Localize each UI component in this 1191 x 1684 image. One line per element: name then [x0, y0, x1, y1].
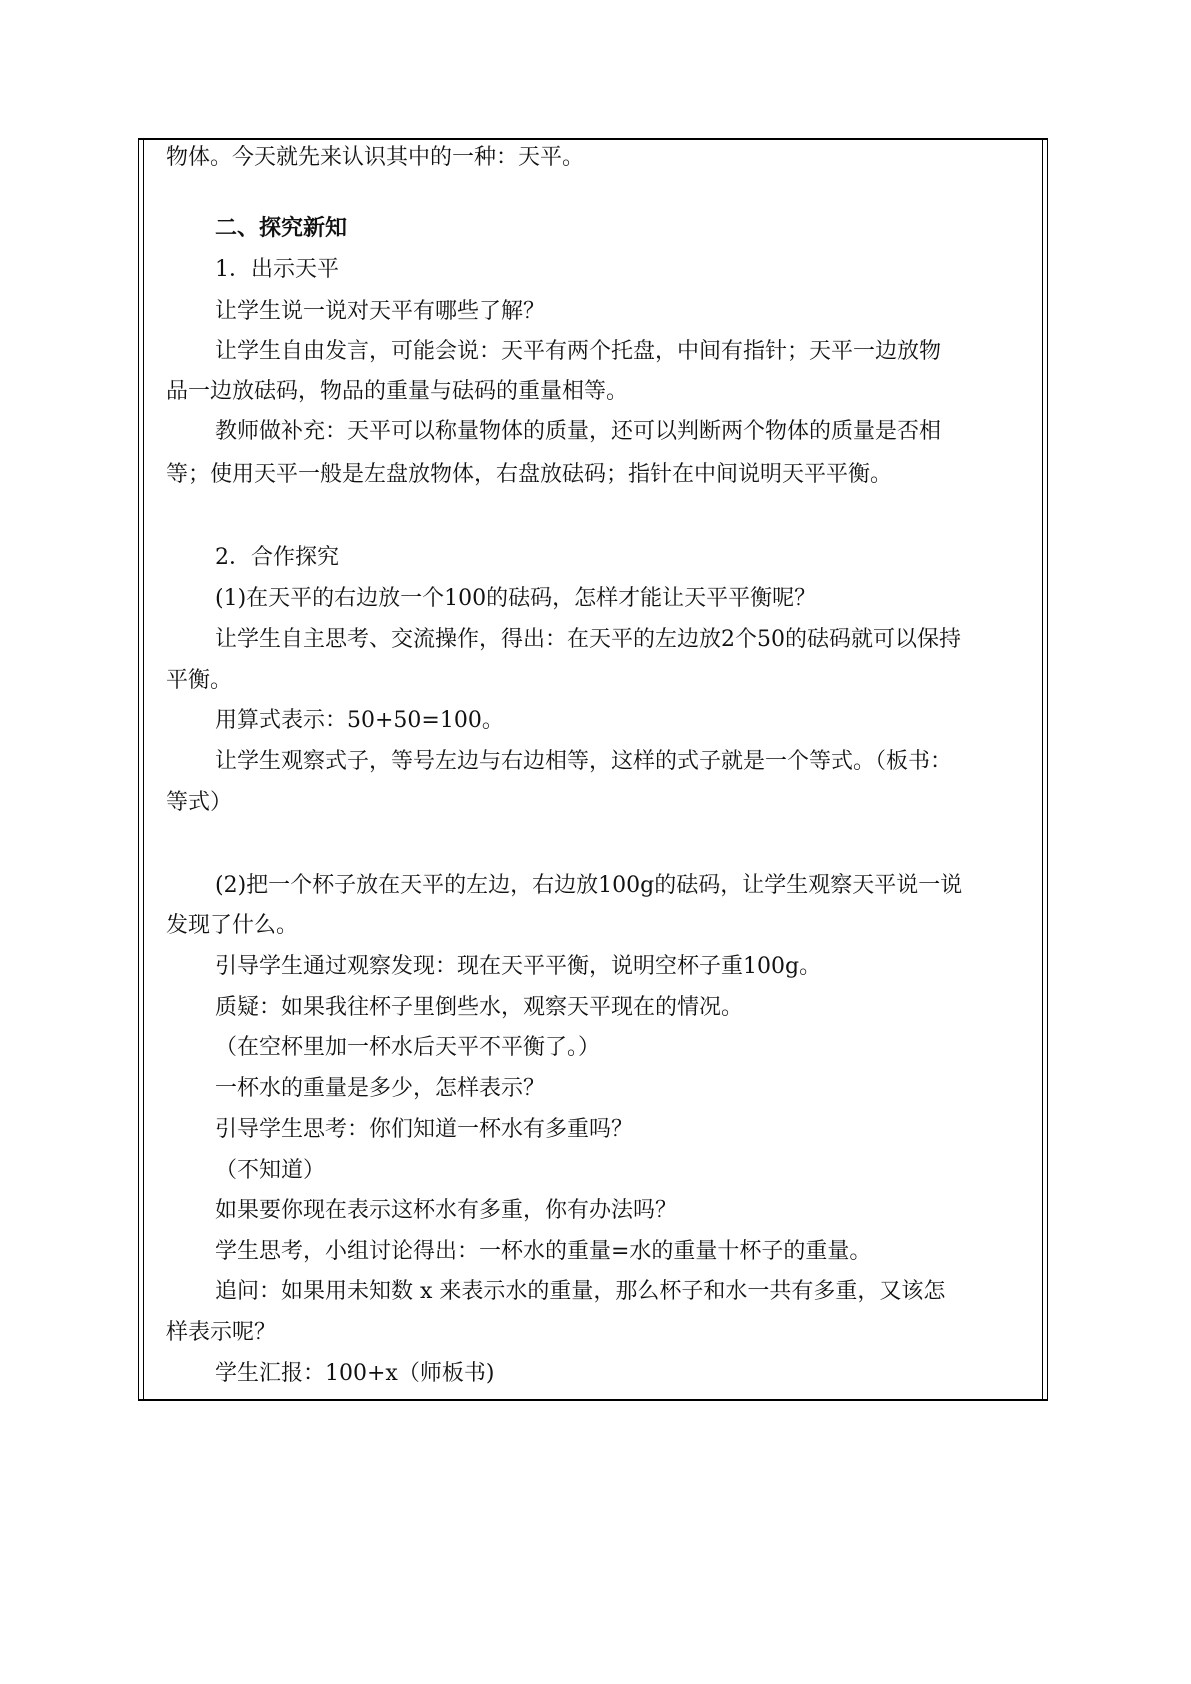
- text-line: 让学生说一说对天平有哪些了解？: [215, 299, 546, 324]
- text-line: 品一边放砝码，物品的重量与砝码的重量相等。: [166, 379, 629, 404]
- text-line: 让学生观察式子，等号左边与右边相等，这样的式子就是一个等式。（板书：: [215, 749, 953, 774]
- text-line: 如果要你现在表示这杯水有多重，你有办法吗？: [215, 1198, 678, 1223]
- text-line: 用算式表示：50+50=100。: [215, 708, 504, 733]
- text-line: 让学生自由发言，可能会说：天平有两个托盘，中间有指针；天平一边放物: [215, 339, 942, 364]
- text-line: 引导学生通过观察发现：现在天平平衡，说明空杯子重100g。: [215, 954, 822, 979]
- subsection-heading: 1．出示天平: [215, 257, 339, 282]
- text-line: 学生思考，小组讨论得出：一杯水的重量=水的重量十杯子的重量。: [215, 1239, 872, 1264]
- text-line: 追问：如果用未知数 x 来表示水的重量，那么杯子和水一共有多重，又该怎: [215, 1279, 946, 1304]
- text-line: 物体。今天就先来认识其中的一种：天平。: [166, 145, 585, 170]
- subsection-heading: 2．合作探究: [215, 545, 339, 570]
- text-line: 一杯水的重量是多少，怎样表示？: [215, 1076, 546, 1101]
- text-line: 发现了什么。: [166, 913, 299, 938]
- text-line: （在空杯里加一杯水后天平不平衡了。）: [215, 1035, 601, 1060]
- text-line: 教师做补充：天平可以称量物体的质量，还可以判断两个物体的质量是否相: [215, 419, 942, 444]
- text-line: (1)在天平的右边放一个100的砝码，怎样才能让天平平衡呢？: [215, 586, 817, 611]
- text-line: （不知道）: [215, 1158, 326, 1183]
- text-line: (2)把一个杯子放在天平的左边，右边放100g的砝码，让学生观察天平说一说: [215, 873, 963, 898]
- text-line: 平衡。: [166, 668, 233, 693]
- text-line: 质疑：如果我往杯子里倒些水，观察天平现在的情况。: [215, 995, 744, 1020]
- text-line: 学生汇报：100+x（师板书): [215, 1361, 495, 1386]
- text-line: 样表示呢？: [166, 1320, 277, 1345]
- text-line: 等式）: [166, 790, 233, 815]
- text-line: 引导学生思考：你们知道一杯水有多重吗？: [215, 1117, 634, 1142]
- section-heading: 二、探究新知: [215, 215, 348, 241]
- text-line: 等；使用天平一般是左盘放物体，右盘放砝码；指针在中间说明天平平衡。: [166, 462, 893, 487]
- text-line: 让学生自主思考、交流操作，得出：在天平的左边放2个50的砝码就可以保持: [215, 627, 961, 652]
